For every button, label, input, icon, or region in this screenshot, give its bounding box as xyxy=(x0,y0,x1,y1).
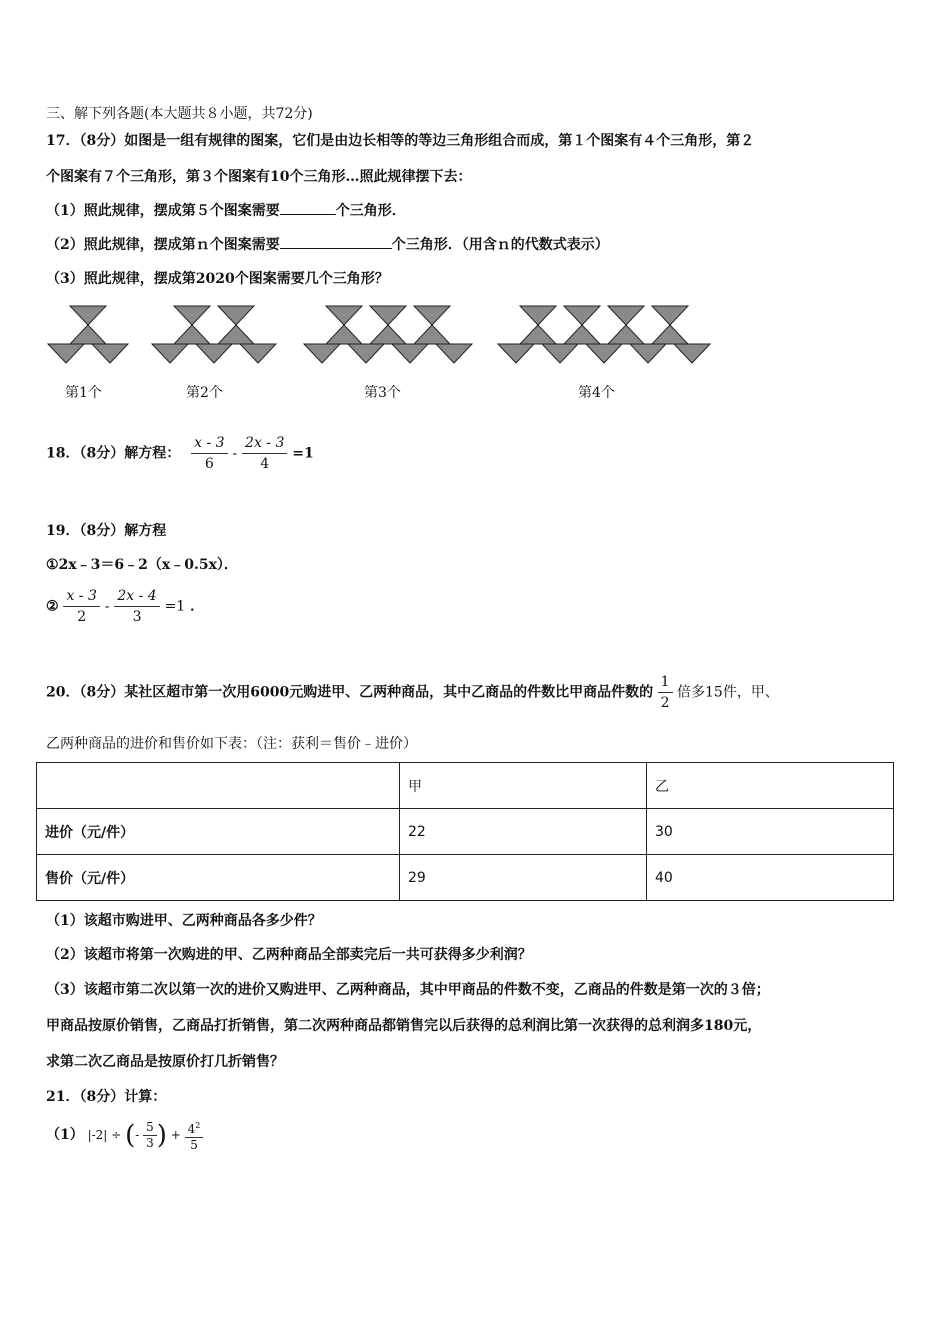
pattern-triangle xyxy=(652,325,688,344)
pattern-caption-4: 第4个 xyxy=(578,385,615,401)
q21-part1-mark: （1） xyxy=(46,1127,84,1143)
q19-eq2 xyxy=(46,586,204,627)
pattern-triangle xyxy=(652,306,688,325)
q21-paren-fraction xyxy=(143,1120,157,1151)
q17-part1-end: 个三角形． xyxy=(335,203,406,219)
table-cell: 29 xyxy=(400,855,647,901)
q21-frac-numerator xyxy=(185,1118,204,1138)
q18-equation xyxy=(46,433,314,474)
q21-abs: |-2| xyxy=(87,1128,108,1142)
q20-part2: （2）该超市将第一次购进的甲、乙两种商品全部卖完后一共可获得多少利润？ xyxy=(46,947,532,963)
q21-expression xyxy=(46,1118,203,1153)
q20-part3-line3: 求第二次乙商品是按原价打几折销售？ xyxy=(46,1054,284,1070)
q21-paren-sign: - xyxy=(135,1128,140,1142)
q20-part3-line2: 甲商品按原价销售，乙商品打折销售，第二次两种商品都销售完以后获得的总利润比第一次获得的总利润多180元， xyxy=(46,1018,762,1034)
pattern-triangle xyxy=(564,306,600,325)
q20-text: 20．（8分）某社区超市第一次用6000元购进甲、乙两种商品，其中乙商品的件数比甲商品件数的 xyxy=(46,684,654,701)
table-header-cell xyxy=(37,763,400,809)
q19-fraction-1 xyxy=(63,586,99,627)
q17-part2-end: 个三角形．（用含ｎ的代数式表示） xyxy=(391,237,609,253)
q20-line1 xyxy=(46,672,779,713)
table-header-row xyxy=(37,763,894,809)
section-heading: 三、解下列各题(本大题共８小题，共72分) xyxy=(46,106,313,122)
q19-frac1-numerator: x - 3 xyxy=(63,586,99,607)
q18-frac1-numerator: x - 3 xyxy=(191,433,227,454)
q21-plus: + xyxy=(170,1128,181,1142)
answer-blank-1[interactable] xyxy=(280,202,336,215)
table-cell: 40 xyxy=(647,855,894,901)
pattern-triangle xyxy=(326,306,362,325)
pattern-triangle xyxy=(608,325,644,344)
table-cell: 30 xyxy=(647,809,894,855)
q21-div: ÷ xyxy=(111,1128,122,1142)
table-cell: 售价（元/件） xyxy=(37,855,400,901)
pattern-triangle xyxy=(326,325,362,344)
pattern-triangle xyxy=(414,325,450,344)
q21-fraction xyxy=(185,1118,204,1153)
pattern-triangle xyxy=(414,306,450,325)
q20-frac-denominator: 2 xyxy=(660,695,670,711)
pattern-triangle xyxy=(48,344,84,363)
table-row xyxy=(37,809,894,855)
q21-paren: ( xyxy=(125,1120,136,1151)
q18-frac2-numerator: 2x - 3 xyxy=(242,433,287,454)
q21-paren-close: ) xyxy=(156,1120,167,1151)
pattern-caption-2: 第2个 xyxy=(186,385,223,401)
pattern-triangle xyxy=(174,325,210,344)
q18-frac1-denominator: 6 xyxy=(204,456,214,472)
q21-paren-denominator: 3 xyxy=(146,1136,154,1150)
q18-label: 18．（8分）解方程： xyxy=(46,445,181,462)
q17-line2: 个图案有７个三角形，第３个图案有10个三角形…照此规律摆下去： xyxy=(46,169,472,185)
pattern-triangle xyxy=(70,306,106,325)
pattern-triangle xyxy=(586,344,622,363)
pattern-caption-3: 第3个 xyxy=(364,385,401,401)
q17-part1 xyxy=(46,200,406,220)
pattern-triangle xyxy=(542,344,578,363)
q19-fraction-2 xyxy=(114,586,159,627)
q17-part2-text: （2）照此规律，摆成第ｎ个图案需要 xyxy=(46,237,280,253)
pattern-triangle xyxy=(436,344,472,363)
q19-frac2-denominator: 3 xyxy=(132,609,142,625)
q20-part3-line1: （3）该超市第二次以第一次的进价又购进甲、乙两种商品，其中甲商品的件数不变，乙商品的件数是第一次的３倍； xyxy=(46,982,770,998)
pattern-caption-1: 第1个 xyxy=(65,385,102,401)
pattern-triangle xyxy=(92,344,128,363)
q18-rhs: =1 xyxy=(292,445,314,462)
pattern-triangle xyxy=(348,344,384,363)
pattern-triangle xyxy=(630,344,666,363)
table-header-cell: 乙 xyxy=(647,763,894,809)
table-row xyxy=(37,855,894,901)
answer-blank-2[interactable] xyxy=(280,236,392,249)
q19-eq2-mark: ② xyxy=(46,598,59,615)
pattern-triangle xyxy=(520,325,556,344)
q20-part1: （1）该超市购进甲、乙两种商品各多少件？ xyxy=(46,913,322,929)
q21-frac-base: 4 xyxy=(187,1122,196,1136)
pattern-triangle xyxy=(196,344,232,363)
q19-end: ． xyxy=(190,598,205,615)
q18-fraction-2 xyxy=(242,433,287,474)
pattern-triangle xyxy=(520,306,556,325)
q19-eq1: ①2x﹣3＝6﹣2（x﹣0.5x）． xyxy=(46,557,238,573)
price-table xyxy=(36,762,894,901)
pattern-triangle xyxy=(218,325,254,344)
q19-label: 19．（8分）解方程 xyxy=(46,523,167,539)
q19-minus: - xyxy=(104,598,110,615)
q19-rhs: =1 xyxy=(164,598,186,615)
table-cell: 进价（元/件） xyxy=(37,809,400,855)
pattern-triangle xyxy=(498,344,534,363)
table-header-cell: 甲 xyxy=(400,763,647,809)
q17-line1: 17．（8分）如图是一组有规律的图案，它们是由边长相等的等边三角形组合而成，第１个图案有４个三角形，第２ xyxy=(46,133,755,149)
q20-line2: 乙两种商品的进价和售价如下表：（注：获利＝售价﹣进价） xyxy=(46,736,417,752)
pattern-triangle xyxy=(304,344,340,363)
pattern-triangle xyxy=(564,325,600,344)
pattern-triangle xyxy=(674,344,710,363)
q18-minus: - xyxy=(232,445,238,462)
q18-fraction-1 xyxy=(191,433,227,474)
triangle-patterns-figure xyxy=(0,290,950,400)
pattern-triangle xyxy=(608,306,644,325)
q21-frac-denominator: 5 xyxy=(190,1138,198,1152)
pattern-triangle xyxy=(152,344,188,363)
q21-label: 21．（8分）计算： xyxy=(46,1089,167,1105)
q20-frac-numerator: 1 xyxy=(658,672,673,693)
pattern-triangle xyxy=(370,325,406,344)
q17-part2 xyxy=(46,234,609,254)
q17-part1-text: （1）照此规律，摆成第５个图案需要 xyxy=(46,203,280,219)
q18-frac2-denominator: 4 xyxy=(260,456,270,472)
pattern-triangle xyxy=(174,306,210,325)
pattern-triangle xyxy=(370,306,406,325)
pattern-triangle xyxy=(70,325,106,344)
pattern-triangle xyxy=(218,306,254,325)
table-cell: 22 xyxy=(400,809,647,855)
q17-part3: （3）照此规律，摆成第2020个图案需要几个三角形？ xyxy=(46,271,389,287)
pattern-triangle xyxy=(240,344,276,363)
pattern-triangle xyxy=(392,344,428,363)
q21-frac-exponent: 2 xyxy=(195,1121,201,1130)
q20-text-end: 倍多15件，甲、 xyxy=(677,684,779,701)
q19-frac2-numerator: 2x - 4 xyxy=(114,586,159,607)
q19-frac1-denominator: 2 xyxy=(77,609,87,625)
q21-paren-numerator: 5 xyxy=(143,1120,157,1136)
q20-fraction xyxy=(658,672,673,713)
